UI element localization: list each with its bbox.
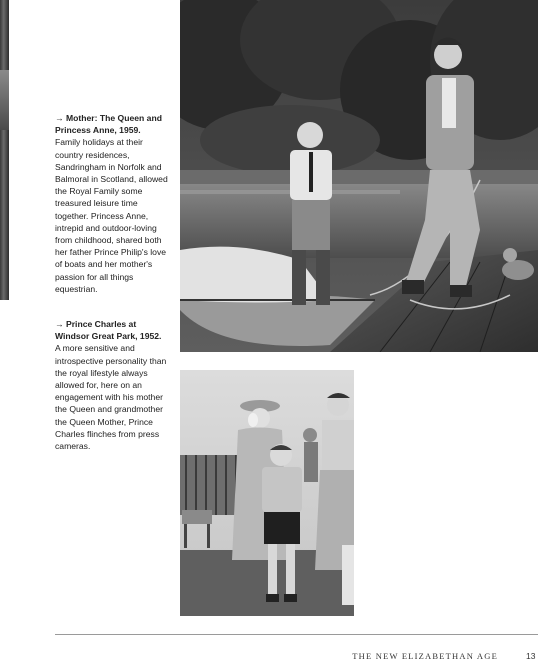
footer-rule (55, 634, 538, 635)
caption-heading-text: Prince Charles at Windsor Great Park, 1952. (55, 319, 162, 342)
caption-prince-charles (55, 318, 170, 452)
caption-body: Family holidays at their country residences, Sandringham in Norfolk and Balmoral in Scotland, allowed the Royal Family some treasured leisure time together. Princess Anne, intrepid and outdoor-loving from childhood, shared both her father Prince Philip's love of boats and her mother's passion for all things equestrian. (55, 137, 168, 294)
caption-heading-text: Mother: The Queen and Princess Anne, 1959. (55, 113, 162, 136)
previous-photo-bleed (0, 0, 9, 300)
page-number: 13 (526, 651, 536, 661)
caption-heading (55, 112, 170, 136)
running-title: THE NEW ELIZABETHAN AGE (352, 651, 498, 661)
arrow-right-icon: → (55, 113, 64, 123)
photo-queen-and-anne-jetty (180, 0, 538, 352)
caption-heading (55, 318, 170, 342)
arrow-right-icon: → (55, 319, 64, 329)
caption-queen-and-anne (55, 112, 170, 295)
caption-body: A more sensitive and introspective personality than the royal lifestyle always allowed for, here on an engagement with his mother the Queen and grandmother the Queen Mother, Prince Charles flinches from press cameras. (55, 343, 167, 452)
photo-prince-charles-windsor (180, 370, 354, 616)
